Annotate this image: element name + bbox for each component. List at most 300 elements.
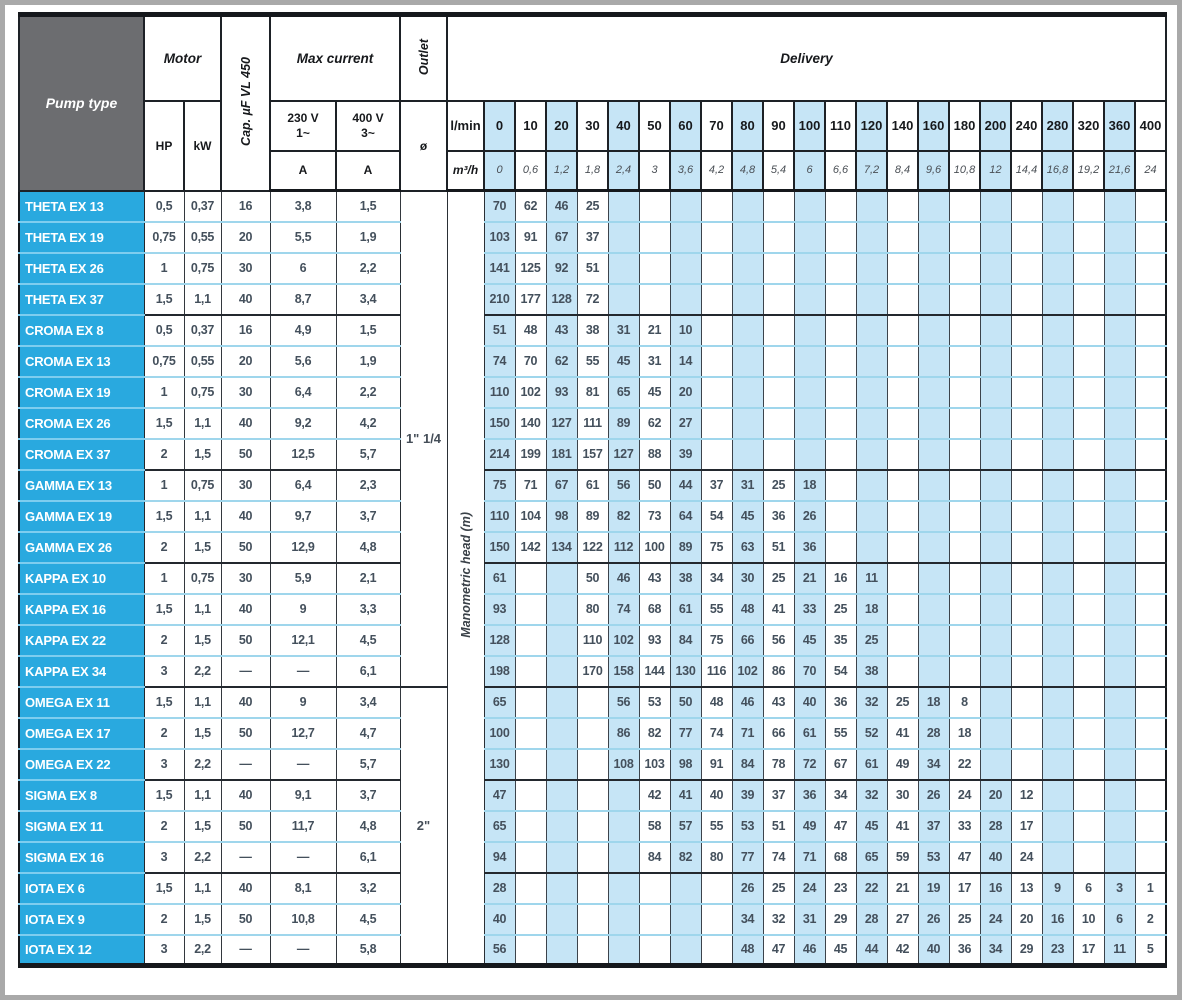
delivery-value-cell [794,315,825,346]
pump-row [19,439,1166,470]
delivery-value-cell [825,253,856,284]
pump-name-cell: KAPPA EX 10 [19,563,144,594]
delivery-value-cell [763,191,794,222]
delivery-value-cell [918,594,949,625]
delivery-value-cell [1104,563,1135,594]
delivery-value-cell [763,439,794,470]
delivery-value-cell: 82 [639,718,670,749]
delivery-value-cell: 89 [670,532,701,563]
delivery-value-cell [949,222,980,253]
delivery-value-cell: 56 [763,625,794,656]
outlet-header-text: Outlet [416,38,431,75]
delivery-value-cell: 36 [763,501,794,532]
delivery-value-cell [546,749,577,780]
delivery-value-cell [1073,191,1104,222]
delivery-value-cell [763,377,794,408]
delivery-value-cell: 33 [949,811,980,842]
delivery-value-cell: 122 [577,532,608,563]
kw-cell: 0,37 [184,315,221,346]
delivery-value-cell [1135,532,1166,563]
delivery-value-cell: 62 [515,191,546,222]
delivery-value-cell [577,873,608,904]
pump-name-cell: THETA EX 26 [19,253,144,284]
delivery-value-cell: 5 [1135,935,1166,966]
delivery-value-cell [918,625,949,656]
lmin-value: 160 [918,101,949,151]
delivery-value-cell: 102 [515,377,546,408]
delivery-value-cell [887,470,918,501]
delivery-value-cell: 103 [639,749,670,780]
delivery-value-cell: 84 [732,749,763,780]
delivery-value-cell [670,253,701,284]
delivery-value-cell [1135,625,1166,656]
delivery-value-cell [732,253,763,284]
delivery-value-cell: 32 [856,687,887,718]
delivery-value-cell [1104,687,1135,718]
current-400-cell: 3,4 [336,687,400,718]
delivery-value-cell [980,408,1011,439]
current-400-cell: 4,5 [336,904,400,935]
delivery-value-cell: 61 [670,594,701,625]
delivery-value-cell: 86 [763,656,794,687]
delivery-value-cell [918,532,949,563]
delivery-value-cell [1073,811,1104,842]
delivery-value-cell [949,563,980,594]
delivery-value-cell [701,346,732,377]
cap-cell: — [221,842,270,873]
lmin-label: l/min [447,101,484,151]
hp-cell: 1,5 [144,501,184,532]
delivery-value-cell [856,501,887,532]
delivery-value-cell [1104,315,1135,346]
delivery-value-cell [980,594,1011,625]
delivery-value-cell: 50 [639,470,670,501]
delivery-value-cell [1135,718,1166,749]
cap-cell: 50 [221,811,270,842]
delivery-value-cell: 3 [1104,873,1135,904]
delivery-value-cell: 19 [918,873,949,904]
cap-cell: 40 [221,284,270,315]
delivery-value-cell [1135,563,1166,594]
delivery-value-cell: 25 [856,625,887,656]
delivery-value-cell [1042,470,1073,501]
delivery-value-cell [701,904,732,935]
delivery-value-cell: 66 [732,625,763,656]
delivery-value-cell: 65 [484,687,515,718]
delivery-value-cell: 24 [1011,842,1042,873]
m3h-value: 7,2 [856,151,887,191]
delivery-value-cell: 57 [670,811,701,842]
current-400-cell: 2,1 [336,563,400,594]
delivery-value-cell: 28 [856,904,887,935]
delivery-value-cell: 46 [608,563,639,594]
delivery-value-cell [515,904,546,935]
lmin-value: 140 [887,101,918,151]
m3h-value: 10,8 [949,151,980,191]
current-400-cell: 3,4 [336,284,400,315]
current-230-cell: — [270,935,336,966]
delivery-value-cell: 88 [639,439,670,470]
pump-row [19,346,1166,377]
delivery-value-cell: 6 [1073,873,1104,904]
delivery-value-cell [980,718,1011,749]
delivery-value-cell [1042,687,1073,718]
pump-row [19,408,1166,439]
delivery-value-cell [608,842,639,873]
delivery-value-cell [949,470,980,501]
delivery-value-cell [577,749,608,780]
delivery-value-cell [763,253,794,284]
delivery-value-cell [1135,346,1166,377]
delivery-value-cell [887,222,918,253]
delivery-value-cell [546,811,577,842]
delivery-value-cell [856,532,887,563]
delivery-value-cell: 52 [856,718,887,749]
delivery-value-cell [546,873,577,904]
delivery-value-cell [856,408,887,439]
delivery-value-cell [918,191,949,222]
hp-cell: 2 [144,718,184,749]
delivery-value-cell: 170 [577,656,608,687]
pump-row [19,222,1166,253]
delivery-value-cell: 27 [887,904,918,935]
delivery-value-cell [949,191,980,222]
delivery-value-cell: 214 [484,439,515,470]
current-230-cell: 4,9 [270,315,336,346]
delivery-value-cell: 21 [794,563,825,594]
delivery-value-cell [1135,315,1166,346]
delivery-value-cell [1073,594,1104,625]
delivery-value-cell: 10 [670,315,701,346]
delivery-value-cell: 84 [670,625,701,656]
delivery-value-cell [515,811,546,842]
delivery-value-cell: 104 [515,501,546,532]
voltage-230-line1: 230 V [287,110,319,125]
delivery-value-cell [949,284,980,315]
kw-cell: 2,2 [184,842,221,873]
delivery-value-cell [670,222,701,253]
delivery-value-cell: 29 [1011,935,1042,966]
hp-cell: 3 [144,842,184,873]
delivery-value-cell [949,377,980,408]
delivery-value-cell: 71 [732,718,763,749]
delivery-value-cell [1042,718,1073,749]
delivery-value-cell: 22 [856,873,887,904]
delivery-value-cell [825,439,856,470]
delivery-value-cell: 16 [980,873,1011,904]
delivery-value-cell: 9 [1042,873,1073,904]
delivery-value-cell [732,222,763,253]
current-400-cell: 1,5 [336,191,400,222]
delivery-value-cell: 75 [701,625,732,656]
outlet-size-cell: 1" 1/4 [400,191,447,687]
delivery-value-cell [639,253,670,284]
current-400-cell: 1,9 [336,346,400,377]
current-400-cell: 1,5 [336,315,400,346]
delivery-value-cell [608,904,639,935]
delivery-value-cell: 142 [515,532,546,563]
delivery-value-cell: 45 [732,501,763,532]
pump-row [19,935,1166,966]
delivery-value-cell: 30 [732,563,763,594]
delivery-value-cell: 56 [608,687,639,718]
delivery-value-cell [980,346,1011,377]
delivery-value-cell: 18 [949,718,980,749]
delivery-value-cell: 41 [887,718,918,749]
delivery-value-cell: 31 [732,470,763,501]
delivery-value-cell [1135,470,1166,501]
kw-cell: 1,5 [184,718,221,749]
delivery-value-cell [1073,346,1104,377]
delivery-value-cell: 40 [701,780,732,811]
m3h-value: 3 [639,151,670,191]
delivery-value-cell [918,656,949,687]
delivery-value-cell [887,408,918,439]
current-230-cell: 9 [270,594,336,625]
pump-row [19,625,1166,656]
lmin-value: 90 [763,101,794,151]
delivery-value-cell: 33 [794,594,825,625]
delivery-value-cell [887,625,918,656]
pump-name-cell: IOTA EX 9 [19,904,144,935]
delivery-value-cell [701,439,732,470]
delivery-value-cell: 26 [918,904,949,935]
delivery-value-cell: 93 [484,594,515,625]
table-body [19,191,1166,966]
delivery-value-cell: 46 [546,191,577,222]
hp-cell: 1 [144,253,184,284]
m3h-value: 2,4 [608,151,639,191]
current-230-cell: 12,7 [270,718,336,749]
delivery-value-cell [825,191,856,222]
delivery-value-cell: 25 [763,873,794,904]
delivery-value-cell [763,284,794,315]
delivery-value-cell: 17 [1073,935,1104,966]
pump-name-cell: KAPPA EX 16 [19,594,144,625]
delivery-value-cell: 89 [577,501,608,532]
pump-row [19,532,1166,563]
delivery-value-cell: 140 [515,408,546,439]
delivery-value-cell [856,439,887,470]
delivery-value-cell: 10 [1073,904,1104,935]
delivery-value-cell [732,284,763,315]
delivery-value-cell [732,346,763,377]
delivery-value-cell [639,284,670,315]
kw-cell: 0,75 [184,253,221,284]
delivery-value-cell [1104,439,1135,470]
catalog-page [5,5,1177,976]
delivery-value-cell: 63 [732,532,763,563]
lmin-value: 40 [608,101,639,151]
delivery-value-cell [1011,222,1042,253]
delivery-value-cell [608,222,639,253]
delivery-value-cell: 44 [670,470,701,501]
pump-name-cell: KAPPA EX 22 [19,625,144,656]
delivery-value-cell [1104,532,1135,563]
pump-name-cell: IOTA EX 6 [19,873,144,904]
delivery-value-cell [825,222,856,253]
delivery-value-cell [670,904,701,935]
hp-cell: 0,5 [144,315,184,346]
delivery-value-cell: 42 [887,935,918,966]
delivery-value-cell: 111 [577,408,608,439]
manometric-head-cell [447,191,484,966]
current-400-cell: 1,9 [336,222,400,253]
delivery-value-cell: 21 [887,873,918,904]
delivery-value-cell [1104,470,1135,501]
cap-cell: 40 [221,687,270,718]
delivery-value-cell [1073,501,1104,532]
kw-cell: 1,5 [184,625,221,656]
hp-cell: 3 [144,935,184,966]
cap-cell: — [221,749,270,780]
delivery-value-cell [1104,191,1135,222]
delivery-value-cell: 100 [484,718,515,749]
delivery-value-cell [887,346,918,377]
kw-cell: 1,1 [184,594,221,625]
delivery-value-cell [856,284,887,315]
delivery-value-cell [546,780,577,811]
delivery-value-cell [794,222,825,253]
delivery-value-cell [794,191,825,222]
delivery-value-cell [1011,563,1042,594]
voltage-230-header [270,101,336,151]
delivery-value-cell [980,687,1011,718]
delivery-value-cell: 72 [794,749,825,780]
delivery-value-cell: 51 [577,253,608,284]
delivery-value-cell [577,935,608,966]
delivery-value-cell [918,408,949,439]
delivery-value-cell: 72 [577,284,608,315]
delivery-value-cell [980,284,1011,315]
delivery-value-cell [1042,780,1073,811]
delivery-value-cell: 75 [484,470,515,501]
voltage-400-line1: 400 V [352,110,384,125]
current-230-cell: 12,1 [270,625,336,656]
delivery-value-cell [577,780,608,811]
delivery-value-cell [794,346,825,377]
delivery-value-cell [546,718,577,749]
delivery-value-cell [825,532,856,563]
delivery-value-cell [949,625,980,656]
pump-name-cell: GAMMA EX 13 [19,470,144,501]
m3h-value: 4,8 [732,151,763,191]
delivery-value-cell [949,594,980,625]
delivery-value-cell [856,377,887,408]
current-230-cell: 12,5 [270,439,336,470]
current-230-cell: 9 [270,687,336,718]
cap-cell: 30 [221,470,270,501]
delivery-value-cell [763,315,794,346]
kw-cell: 2,2 [184,935,221,966]
delivery-value-cell: 37 [763,780,794,811]
delivery-value-cell [701,253,732,284]
delivery-value-cell [1042,439,1073,470]
pump-row [19,594,1166,625]
kw-cell: 1,5 [184,532,221,563]
delivery-value-cell [918,346,949,377]
delivery-value-cell [546,625,577,656]
delivery-value-cell [515,873,546,904]
delivery-value-cell: 61 [484,563,515,594]
header-row-1 [19,15,1166,101]
m3h-value: 21,6 [1104,151,1135,191]
current-400-cell: 4,8 [336,532,400,563]
delivery-value-cell [856,222,887,253]
current-400-cell: 4,5 [336,625,400,656]
delivery-value-cell [763,346,794,377]
motor-header: Motor [144,15,221,101]
delivery-value-cell [887,284,918,315]
delivery-value-cell: 55 [577,346,608,377]
delivery-value-cell [856,470,887,501]
hp-cell: 2 [144,904,184,935]
delivery-value-cell: 77 [670,718,701,749]
delivery-value-cell [1011,377,1042,408]
delivery-value-cell: 71 [515,470,546,501]
pump-name-cell: GAMMA EX 26 [19,532,144,563]
delivery-value-cell: 38 [577,315,608,346]
delivery-value-cell: 45 [794,625,825,656]
delivery-value-cell [1073,625,1104,656]
kw-cell: 1,1 [184,284,221,315]
delivery-value-cell [856,346,887,377]
delivery-value-cell [1073,687,1104,718]
delivery-value-cell: 130 [670,656,701,687]
delivery-value-cell: 75 [701,532,732,563]
delivery-value-cell [1135,780,1166,811]
pump-name-cell: IOTA EX 12 [19,935,144,966]
delivery-value-cell: 66 [763,718,794,749]
delivery-value-cell [918,439,949,470]
pump-name-cell: OMEGA EX 17 [19,718,144,749]
delivery-value-cell: 150 [484,408,515,439]
delivery-value-cell: 130 [484,749,515,780]
delivery-value-cell: 40 [794,687,825,718]
manometric-head-text: Manometric head (m) [458,512,473,638]
delivery-value-cell: 6 [1104,904,1135,935]
delivery-value-cell: 8 [949,687,980,718]
delivery-value-cell: 80 [577,594,608,625]
delivery-value-cell [1135,222,1166,253]
delivery-value-cell [1135,439,1166,470]
delivery-value-cell [1073,315,1104,346]
pump-name-cell: OMEGA EX 22 [19,749,144,780]
delivery-value-cell [949,532,980,563]
delivery-value-cell [1042,563,1073,594]
lmin-value: 180 [949,101,980,151]
lmin-value: 70 [701,101,732,151]
amp-230-header: A [270,151,336,191]
delivery-value-cell [670,873,701,904]
delivery-value-cell [732,439,763,470]
cap-cell: 40 [221,408,270,439]
delivery-value-cell [1104,656,1135,687]
delivery-value-cell [980,532,1011,563]
delivery-value-cell: 37 [918,811,949,842]
delivery-value-cell [515,842,546,873]
lmin-value: 60 [670,101,701,151]
current-400-cell: 4,7 [336,718,400,749]
delivery-value-cell: 49 [794,811,825,842]
delivery-value-cell [887,501,918,532]
delivery-value-cell [1042,811,1073,842]
hp-cell: 0,75 [144,346,184,377]
delivery-value-cell: 53 [918,842,949,873]
hp-cell: 1,5 [144,284,184,315]
delivery-value-cell: 41 [887,811,918,842]
pump-row [19,501,1166,532]
